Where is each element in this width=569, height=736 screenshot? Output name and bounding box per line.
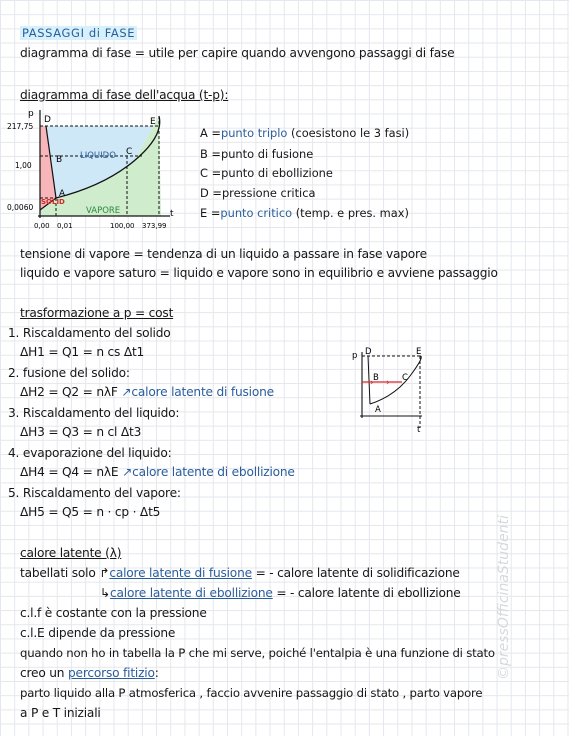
legend-item-d: D =pressione critica [200,186,316,200]
point-D: D [44,115,51,125]
vapor-label: VAPORE [86,206,121,216]
clf-line: c.l.f è costante con la pressione [20,606,207,620]
step-3-eq: ΔH3 = Q3 = n cl Δt3 [20,425,142,439]
point-C: C [402,373,408,383]
point-B: B [373,373,379,383]
intro-line: diagramma di fase = utile per capire quando avvengono passaggi di fase [20,46,455,60]
point-C: C [126,147,133,157]
fictitious-line: creo un percorso fitizio: [20,666,159,680]
final-line-2: a P e T iniziali [20,706,101,720]
point-E: E [150,117,156,127]
liquid-label: LIQUIDO [80,151,116,161]
heating-path-diagram [340,346,435,434]
step-5-eq: ΔH5 = Q5 = n · cp · Δt5 [20,505,161,519]
step-4-title: 4. evaporazione del liquido: [8,446,172,460]
arrow-icon: › [370,378,374,388]
saturation-line: liquido e vapore saturo = liquido e vapore sono in equilibrio e avviene passaggio [20,266,498,280]
phase-diagram [4,106,190,234]
step-2-title: 2. fusione del solido: [8,366,130,380]
arrow-icon: ↗ [122,465,133,479]
latent-heading: calore latente (λ) [20,546,122,560]
step-4-eq: ΔH4 = Q4 = nλE ↗calore latente di ebollizione [20,465,295,479]
latent-fusion-line: tabellati solo ↱calore latente di fusione = - calore latente di solidificazione [20,566,460,580]
state-function-line: quando non ho in tabella la P che mi serve, poiché l'entalpia è una funzione di stato [20,646,495,660]
title-text: PASSAGGI di FASE [22,26,136,40]
step-1-title: 1. Riscaldamento del solido [8,326,171,340]
watermark: ©pressOfficinaStudenti [496,515,512,680]
point-B: B [56,155,63,165]
step-2-eq: ΔH2 = Q2 = nλF ↗calore latente di fusione [20,385,274,399]
transformation-heading: trasformazione a p = cost [20,306,174,320]
legend-item-e: E =punto critico (temp. e pres. max) [200,206,409,220]
vapor-pressure-line: tensione di vapore = tendenza di un liquido a passare in fase vapore [20,247,427,261]
point-D: D [365,347,372,357]
page-title [20,26,137,41]
step-5-title: 5. Riscaldamento del vapore: [8,486,181,500]
legend-item-b: B =punto di fusione [200,147,314,161]
final-line-1: parto liquido alla P atmosferica , faccio avvenire passaggio di stato , parto vapore [20,686,483,700]
y-tick: 0,0060 [7,203,34,212]
y-tick: 217,75 [7,122,34,131]
step-1-eq: ΔH1 = Q1 = n cs Δt1 [20,345,145,359]
cle-line: c.l.E dipende da pressione [20,626,176,640]
x-tick: 100,00 [110,222,135,230]
point-E: E [416,347,422,357]
t-label: t [417,425,421,434]
legend-item-a: A =punto triplo (coesistono le 3 fasi) [200,126,410,140]
x-tick: 373,99 [142,222,167,230]
x-tick: 0,01 [57,222,73,230]
solid-label: SOLID [41,198,65,206]
latent-ebol-line: ↳calore latente di ebollizione = - calore latente di ebollizione [100,586,461,600]
point-A: A [375,405,381,415]
y-tick: 1,00 [15,161,32,170]
p-label: p [352,351,358,361]
p-label: p [28,109,34,119]
t-label: t [170,209,174,219]
bracket-icon: ↱ [99,566,110,580]
point-A: A [59,189,66,199]
legend-item-c: C =punto di ebollizione [200,166,333,180]
bracket-icon: ↳ [100,586,111,600]
arrow-icon: › [386,378,390,388]
step-3-title: 3. Riscaldamento del liquido: [8,406,180,420]
x-tick: 0,00 [34,222,50,230]
diagram-heading: diagramma di fase dell'acqua (t-p): [20,88,229,102]
arrow-icon: ↗ [121,385,132,399]
